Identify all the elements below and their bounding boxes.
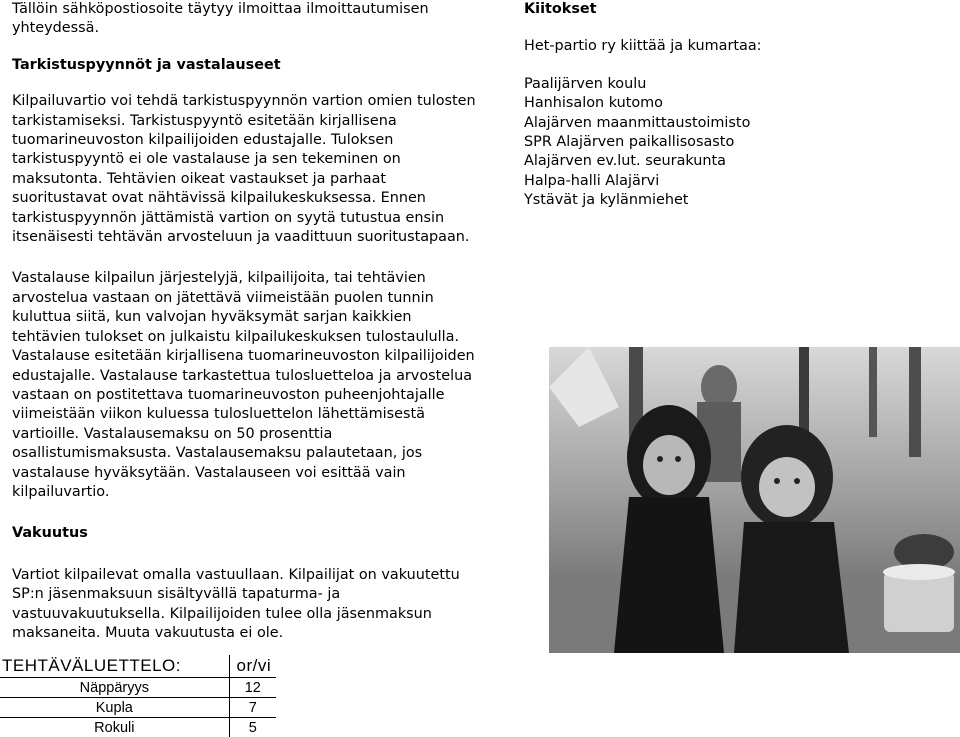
- table-row: [0, 678, 276, 698]
- sponsor-item: Alajärven maanmittaustoimisto: [524, 114, 944, 133]
- left-column: [12, 0, 482, 643]
- protest-heading: Tarkistuspyynnöt ja vastalauseet: [12, 56, 482, 75]
- task-name: Kupla: [0, 698, 229, 718]
- scouts-photo: [549, 347, 960, 653]
- sponsor-list: [524, 75, 944, 211]
- table-row: [0, 718, 276, 737]
- right-column: [524, 0, 944, 211]
- sponsor-item: Halpa-halli Alajärvi: [524, 172, 944, 191]
- task-list-table: [0, 655, 276, 737]
- sponsor-item: Alajärven ev.lut. seurakunta: [524, 152, 944, 171]
- task-value: 7: [229, 698, 276, 718]
- task-table-header-value: or/vi: [229, 655, 276, 678]
- task-name: Näppäryys: [0, 678, 229, 698]
- sponsor-item: Hanhisalon kutomo: [524, 94, 944, 113]
- insurance-heading: Vakuutus: [12, 524, 482, 543]
- sponsor-item: Ystävät ja kylänmiehet: [524, 191, 944, 210]
- sponsor-item: SPR Alajärven paikallisosasto: [524, 133, 944, 152]
- thanks-intro: Het-partio ry kiittää ja kumartaa:: [524, 37, 944, 56]
- task-value: 5: [229, 718, 276, 737]
- table-row: [0, 698, 276, 718]
- scouts-photo-illustration: [549, 347, 960, 653]
- protest-paragraph-1: Kilpailuvartio voi tehdä tarkistuspyynnön vartion omien tulosten tarkistamiseksi. Tarkistuspyyntö esitetään kirjallisena tuomarineuvoston kilpailijoiden edustajalle. Tuloksen tarkistuspyyntö ei ole vastalause ja sen tekeminen on maksutonta. Tehtävien oikeat vastaukset ja parhaat suoritustavat ovat nähtävissä kilpailukeskuksessa. Ennen tarkistuspyynnön jättämistä vartion on syytä tutustua ensin itsenäisesti tehtävän arvosteluun ja vaadittuun suoritustapaan.: [12, 92, 482, 247]
- intro-text: Tällöin sähköpostiosoite täytyy ilmoittaa ilmoittautumisen yhteydessä.: [12, 0, 482, 39]
- thanks-heading: Kiitokset: [524, 0, 944, 19]
- task-name: Rokuli: [0, 718, 229, 737]
- task-table-header-name: TEHTÄVÄLUETTELO:: [0, 655, 229, 678]
- sponsor-item: Paalijärven koulu: [524, 75, 944, 94]
- insurance-paragraph: Vartiot kilpailevat omalla vastuullaan. Kilpailijat on vakuutettu SP:n jäsenmaksuun sisältyvällä tapaturma- ja vastuuvakuutuksella. Kilpailijoiden tulee olla jäsenmaksun maksaneita. Muuta vakuutusta ei ole.: [12, 566, 482, 644]
- task-value: 12: [229, 678, 276, 698]
- protest-paragraph-2: Vastalause kilpailun järjestelyjä, kilpailijoita, tai tehtävien arvostelua vastaan on jätettävä viimeistään puolen tunnin kuluttua siitä, kun valvojan hyväksymät sarjan kaikkien tehtävien tulokset on julkaistu kilpailukeskuksen tulostaululla. Vastalause esitetään kirjallisena tuomarineuvoston kilpailijoiden edustajalle. Vastalause tarkastettua tulosluetteloa ja arvostelua vastaan on postitettava tuomarineuvoston puheenjohtajalle viimeistään viikon kuluessa tulosluettelon lähettämisestä vartioille. Vastalausemaksu on 50 prosenttia osallistumismaksusta. Vastalausemaksu palautetaan, jos vastalause hyväksytään. Vastalauseen voi esittää vain kilpailuvartio.: [12, 269, 482, 502]
- task-table-header-row: [0, 655, 276, 678]
